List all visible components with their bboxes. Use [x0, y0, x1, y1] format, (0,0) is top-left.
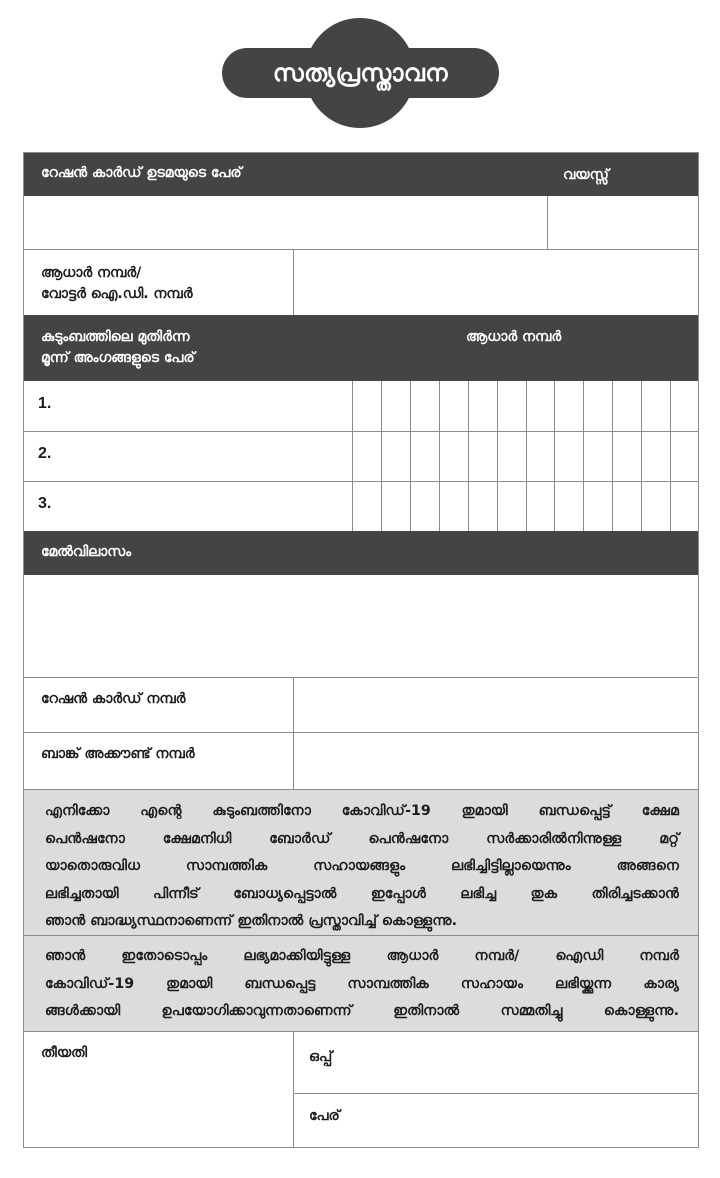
signer-name-label: പേര് [309, 1108, 340, 1124]
age-label: വയസ്സ് [563, 167, 609, 183]
declaration-1-line: എനിക്കോ എന്റെ കുടുംബത്തിനോ കോവിഡ്-19 തുമായി ബന്ധപ്പെട്ട് ക്ഷേമ [45, 803, 679, 819]
member-row-number: 1. [38, 395, 52, 412]
address-label: മേൽവിലാസം [41, 544, 132, 560]
member-row-number: 3. [38, 495, 52, 512]
title-badge [222, 18, 499, 128]
members-header-line1: കുടുംബത്തിലെ മുതിർന്ന [41, 329, 190, 345]
declaration-2-line: ഞാൻ ഇതോടൊപ്പം ലഭ്യമാക്കിയിട്ടുള്ള ആധാർ നമ്പർ/ ഐഡി നമ്പർ [45, 948, 679, 964]
page-title: സത്യപ്രസ്താവന [272, 59, 449, 87]
declaration-2-line: കോവിഡ്-19 തുമായി ബന്ധപ്പെട്ട സാമ്പത്തിക സഹായം ലഭിയ്ക്കുന്ന കാര്യ [45, 975, 679, 992]
declaration-2-line: ങ്ങൾക്കായി ഉപയോഗിക്കാവുന്നതാണെന്ന് ഇതിനാൽ സമ്മതിച്ചു കൊള്ളുന്നു. [45, 1003, 679, 1019]
members-aadhaar-header: ആധാർ നമ്പർ [466, 329, 562, 345]
declaration-1-line: യാതൊരുവിധ സാമ്പത്തിക സഹായങ്ങളും ലഭിച്ചിട്ടില്ലായെന്നും അങ്ങനെ [45, 858, 679, 874]
declaration-1-line: പെൻഷനോ ക്ഷേമനിധി ബോർഡ് പെൻഷനോ സർക്കാരിൽനിന്നുള്ള മറ്റ് [45, 830, 679, 847]
aadhaar-label-line2: വോട്ടർ ഐ.ഡി. നമ്പർ [41, 286, 193, 302]
signature-label: ഒപ്പ് [309, 1049, 333, 1065]
declaration-1-line: ലഭിച്ചതായി പിന്നീട് ബോധ്യപ്പെട്ടാൽ ഇപ്പോൾ ലഭിച്ച തുക തിരിച്ചടക്കാൻ [45, 885, 679, 902]
declaration-form [23, 152, 699, 1148]
ration-card-number-label: റേഷൻ കാർഡ് നമ്പർ [41, 691, 186, 707]
aadhaar-label-line1: ആധാർ നമ്പർ/ [41, 265, 142, 281]
form-border [23, 152, 699, 1148]
members-header-line2: മൂന്ന് അംഗങ്ങളുടെ പേര് [41, 350, 195, 366]
member-row-number: 2. [38, 445, 52, 462]
bank-account-number-label: ബാങ്ക് അക്കൗണ്ട് നമ്പർ [41, 746, 195, 762]
date-label: തീയതി [41, 1045, 87, 1061]
owner-name-label: റേഷൻ കാർഡ് ഉടമയുടെ പേര് [41, 165, 242, 181]
declaration-1-line: ഞാൻ ബാദ്ധ്യസ്ഥനാണെന്ന് ഇതിനാൽ പ്രസ്താവിച്ച് കൊള്ളുന്നു. [45, 913, 458, 929]
